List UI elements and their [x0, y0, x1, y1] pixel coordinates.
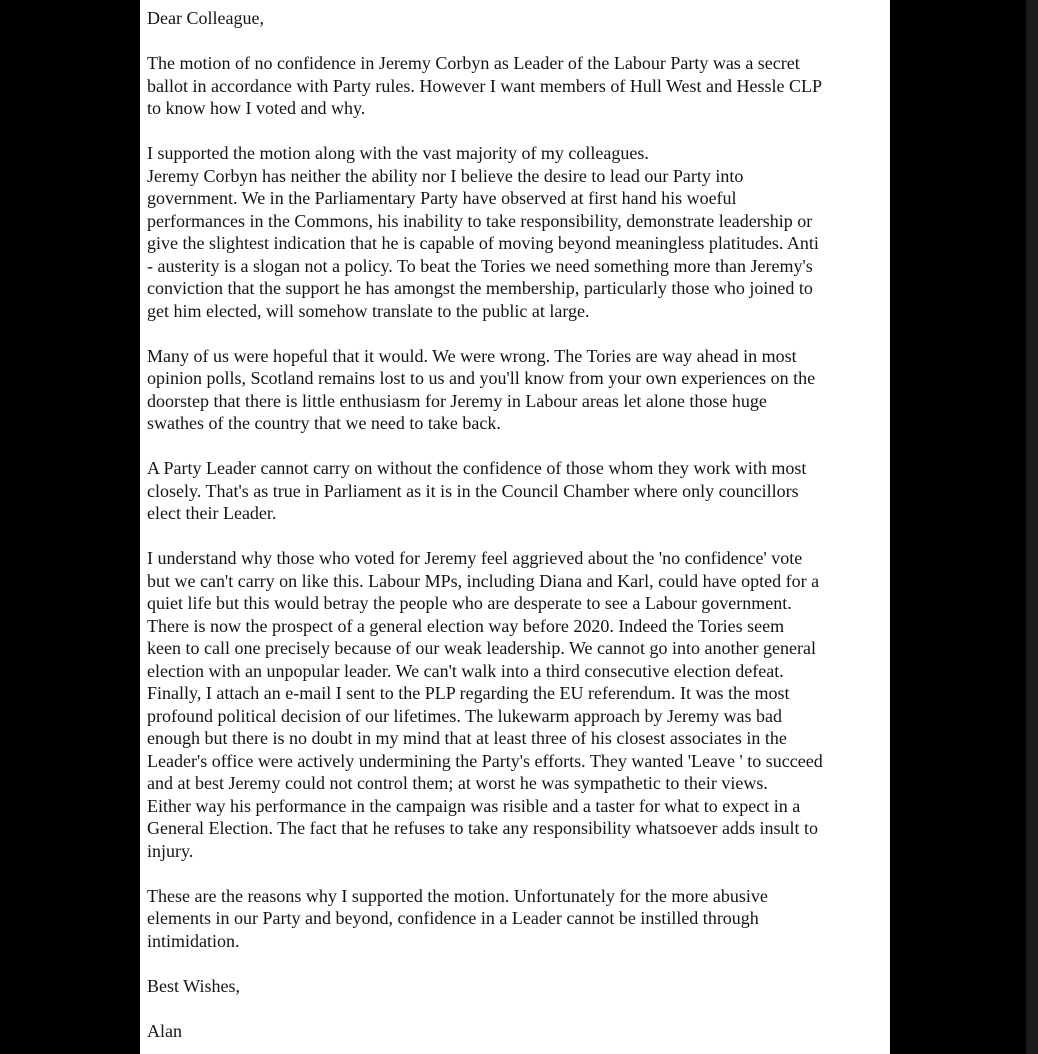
text-line: elements in our Party and beyond, confidence in a Leader cannot be instilled through	[147, 908, 759, 928]
signature-name: Alan	[147, 1020, 182, 1041]
text-line: I understand why those who voted for Jeremy feel aggrieved about the 'no confidence' vote	[147, 548, 803, 568]
paragraph-2	[147, 142, 887, 322]
text-line: A Party Leader cannot carry on without the confidence of those whom they work with most	[147, 458, 807, 478]
text-line: but we can't carry on like this. Labour MPs, including Diana and Karl, could have opted for a	[147, 570, 820, 591]
text-line: Many of us were hopeful that it would. We were wrong. The Tories are way ahead in most	[147, 345, 797, 366]
text-line: profound political decision of our lifetimes. The lukewarm approach by Jeremy was bad	[147, 705, 782, 726]
text-line: - austerity is a slogan not a policy. To beat the Tories we need something more than Jeremy's	[147, 255, 813, 276]
text-line: enough but there is no doubt in my mind that at least three of his closest associates in the	[147, 728, 787, 748]
text-line: ballot in accordance with Party rules. However I want members of Hull West and Hessle CLP	[147, 75, 823, 96]
paragraph-5	[147, 547, 887, 862]
letter-page	[140, 0, 890, 1054]
paragraph-6	[147, 885, 887, 953]
letter-body	[147, 7, 887, 1054]
signature	[147, 1020, 887, 1043]
paragraph-4	[147, 457, 887, 525]
text-line: I supported the motion along with the vast majority of my colleagues.	[147, 143, 649, 163]
paragraph-1	[147, 52, 887, 120]
text-line: to know how I voted and why.	[147, 98, 366, 118]
text-line: give the slightest indication that he is capable of moving beyond meaningless platitudes. Anti	[147, 233, 819, 253]
text-line: opinion polls, Scotland remains lost to us and you'll know from your own experiences on the	[147, 368, 816, 388]
text-line: Either way his performance in the campaign was risible and a taster for what to expect in a	[147, 795, 801, 816]
text-line: doorstep that there is little enthusiasm for Jeremy in Labour areas let alone those huge	[147, 390, 767, 411]
text-line: There is now the prospect of a general election way before 2020. Indeed the Tories seem	[147, 615, 785, 636]
text-line: quiet life but this would betray the people who are desperate to see a Labour government.	[147, 593, 792, 613]
text-line: closely. That's as true in Parliament as it is in the Council Chamber where only councillors	[147, 480, 799, 501]
paragraph-3	[147, 345, 887, 435]
text-line: get him elected, will somehow translate to the public at large.	[147, 300, 590, 321]
salutation-line: Dear Colleague,	[147, 8, 264, 28]
text-line: intimidation.	[147, 930, 240, 951]
text-line: and at best Jeremy could not control them; at worst he was sympathetic to their views.	[147, 773, 768, 793]
text-line: The motion of no confidence in Jeremy Corbyn as Leader of the Labour Party was a secret	[147, 53, 800, 73]
text-line: Jeremy Corbyn has neither the ability nor I believe the desire to lead our Party into	[147, 165, 744, 186]
text-line: elect their Leader.	[147, 503, 277, 523]
text-line: conviction that the support he has amongst the membership, particularly those who joined to	[147, 278, 813, 298]
text-line: injury.	[147, 840, 194, 861]
text-line: swathes of the country that we need to take back.	[147, 413, 501, 433]
text-line: government. We in the Parliamentary Party have observed at first hand his woeful	[147, 188, 737, 208]
closing-line: Best Wishes,	[147, 975, 240, 996]
text-line: keen to call one precisely because of our weak leadership. We cannot go into another general	[147, 638, 816, 658]
salutation	[147, 7, 887, 30]
text-line: performances in the Commons, his inability to take responsibility, demonstrate leadership or	[147, 210, 813, 231]
closing	[147, 975, 887, 998]
text-line: Leader's office were actively undermining the Party's efforts. They wanted 'Leave ' to succeed	[147, 750, 823, 771]
text-line: These are the reasons why I supported the motion. Unfortunately for the more abusive	[147, 885, 768, 906]
window-edge	[1026, 0, 1038, 1054]
text-line: election with an unpopular leader. We can't walk into a third consecutive election defeat.	[147, 660, 784, 681]
text-line: General Election. The fact that he refuses to take any responsibility whatsoever adds insult to	[147, 818, 818, 838]
text-line: Finally, I attach an e-mail I sent to the PLP regarding the EU referendum. It was the most	[147, 683, 790, 703]
